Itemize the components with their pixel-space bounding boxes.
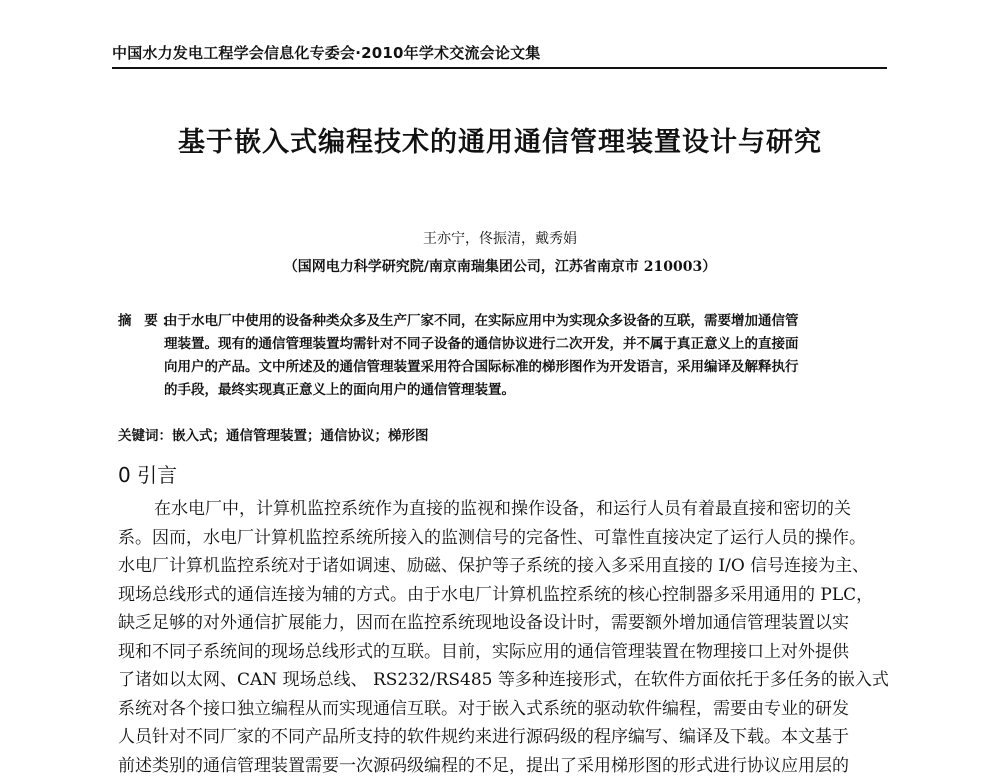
- body-line: 前述类别的通信管理装置需要一次源码级编程的不足，提出了采用梯形图的形式进行协议应用层的: [118, 752, 890, 780]
- section-heading: 0 引言: [118, 459, 177, 488]
- abstract-text: 由于水电厂中使用的设备种类众多及生产厂家不同，在实际应用中为实现众多设备的互联，需要增加通信管: [164, 313, 799, 329]
- abstract-line: 向用户的产品。文中所述及的通信管理装置采用符合国际标准的梯形图作为开发语言，采用编译及解释执行: [118, 356, 888, 379]
- paper-title: 基于嵌入式编程技术的通用通信管理装置设计与研究: [0, 120, 1000, 159]
- keywords: 关键词：嵌入式；通信管理装置；通信协议；梯形图: [118, 424, 429, 444]
- body-line: 系统对各个接口独立编程从而实现通信互联。对于嵌入式系统的驱动软件编程，需要由专业的研发: [118, 695, 890, 724]
- abstract-label: 摘 要：: [118, 310, 164, 333]
- body-line: 现场总线形式的通信连接为辅的方式。由于水电厂计算机监控系统的核心控制器多采用通用的 PLC，: [118, 581, 890, 610]
- author-affiliation: （国网电力科学研究院/南京南瑞集团公司，江苏省南京市 210003）: [0, 256, 1000, 276]
- header-rule: [112, 67, 887, 69]
- section-body: [118, 495, 890, 780]
- body-line: 在水电厂中，计算机监控系统作为直接的监视和操作设备，和运行人员有着最直接和密切的关: [118, 495, 890, 524]
- abstract-block: [118, 310, 888, 402]
- body-line: 现和不同子系统间的现场总线形式的互联。目前，实际应用的通信管理装置在物理接口上对外提供: [118, 638, 890, 667]
- author-list: 王亦宁，佟振清，戴秀娟: [0, 228, 1000, 248]
- body-line: 人员针对不同厂家的不同产品所支持的软件规约来进行源码级的程序编写、编译及下载。本文基于: [118, 723, 890, 752]
- abstract-line: 理装置。现有的通信管理装置均需针对不同子设备的通信协议进行二次开发，并不属于真正意义上的直接面: [118, 333, 888, 356]
- body-line: 系。因而，水电厂计算机监控系统所接入的监测信号的完备性、可靠性直接决定了运行人员的操作。: [118, 524, 890, 553]
- abstract-line: 的手段，最终实现真正意义上的面向用户的通信管理装置。: [118, 379, 888, 402]
- body-line: 水电厂计算机监控系统对于诸如调速、励磁、保护等子系统的接入多采用直接的 I/O 信号连接为主、: [118, 552, 890, 581]
- body-line: 了诸如以太网、CAN 现场总线、 RS232/RS485 等多种连接形式，在软件方面依托于多任务的嵌入式: [118, 666, 890, 695]
- running-header: 中国水力发电工程学会信息化专委会·2010年学术交流会论文集: [112, 42, 540, 63]
- abstract-line: [118, 310, 888, 333]
- body-line: 缺乏足够的对外通信扩展能力，因而在监控系统现地设备设计时，需要额外增加通信管理装置以实: [118, 609, 890, 638]
